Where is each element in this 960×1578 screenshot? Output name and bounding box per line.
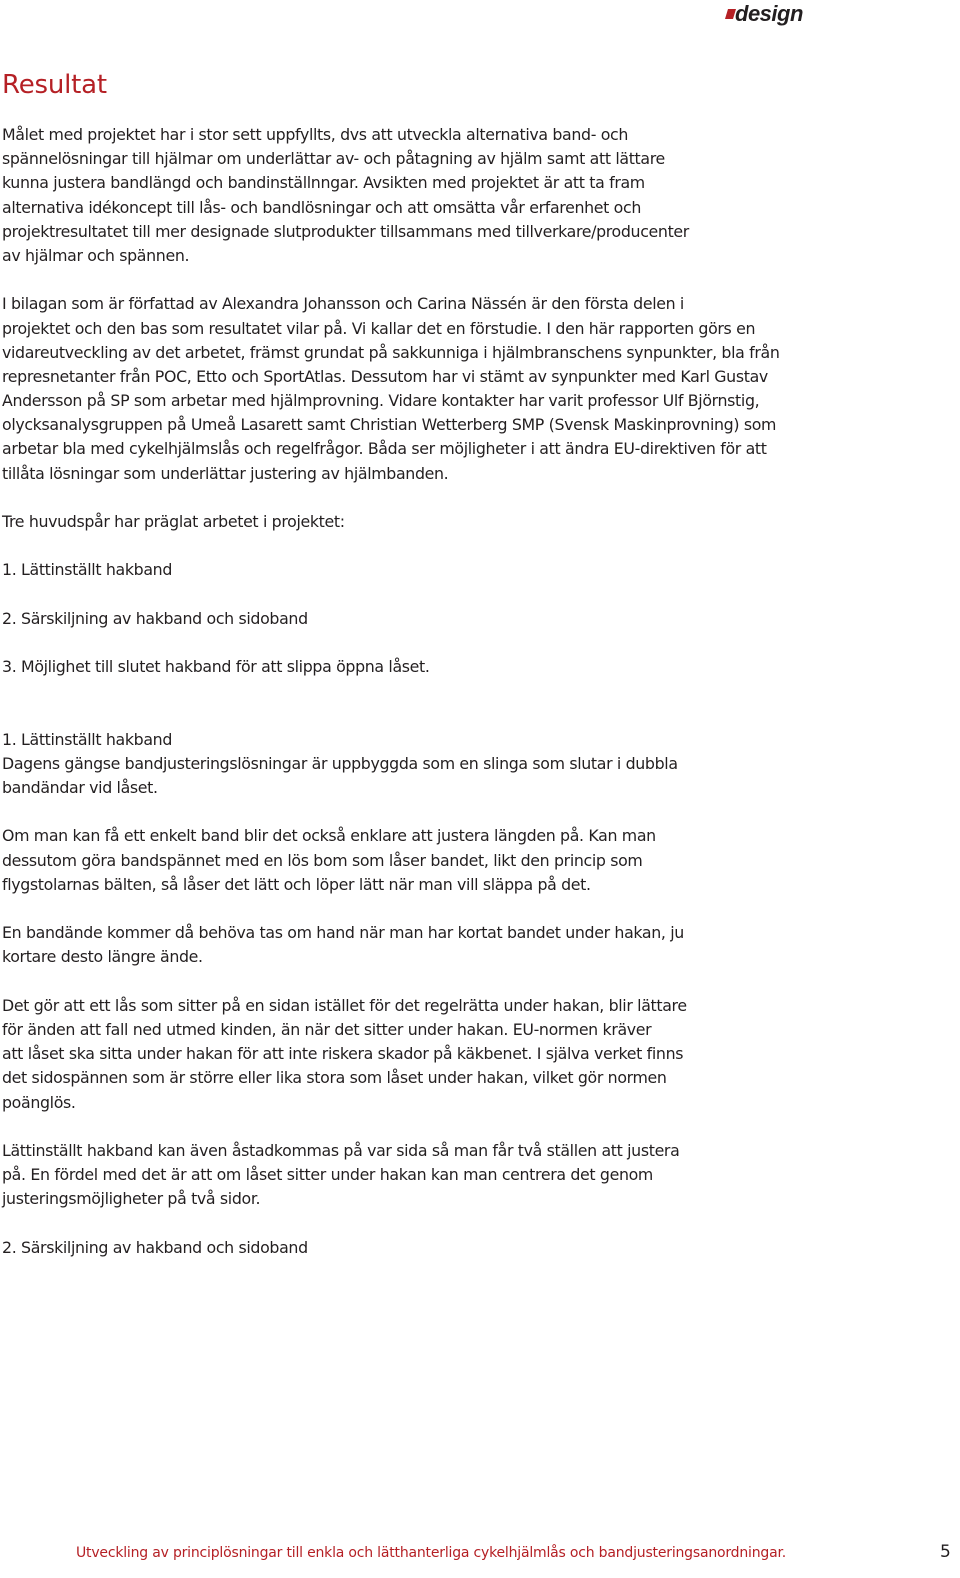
text-line: justeringsmöjligheter på två sidor. xyxy=(2,1189,261,1209)
list-item xyxy=(2,607,902,631)
list-item xyxy=(2,655,902,679)
text-line: 2. Särskiljning av hakband och sidoband xyxy=(2,608,308,628)
text-line: tillåta lösningar som underlättar justering av hjälmbanden. xyxy=(2,463,449,483)
text-line: Om man kan få ett enkelt band blir det också enklare att justera längden på. Kan man xyxy=(2,826,656,846)
text-line: En bandände kommer då behöva tas om hand när man har kortat bandet under hakan, ju xyxy=(2,923,684,943)
text-line: det sidospännen som är större eller lika stora som låset under hakan, vilket gör normen xyxy=(2,1068,667,1088)
paragraph-intro xyxy=(2,123,902,268)
paragraph-tracks-intro xyxy=(2,510,902,534)
text-line: dessutom göra bandspännet med en lös bom som låser bandet, likt den princip som xyxy=(2,850,643,870)
text-line: projektet och den bas som resultatet vilar på. Vi kallar det en förstudie. I den här rapporten görs en xyxy=(2,318,756,338)
section-2-title xyxy=(2,1236,902,1260)
text-line: Andersson på SP som arbetar med hjälmprovning. Vidare kontakter har varit professor Ulf Björnstig, xyxy=(2,391,760,411)
text-line: för änden att fall ned utmed kinden, än när det sitter under hakan. EU-normen kräver xyxy=(2,1019,652,1039)
text-line: flygstolarnas bälten, så låser det lätt och löper lätt när man vill släppa på det. xyxy=(2,874,591,894)
svg-text:design: design xyxy=(735,1,803,26)
text-line: 3. Möjlighet till slutet hakband för att slippa öppna låset. xyxy=(2,657,430,677)
text-line: Tre huvudspår har präglat arbetet i projektet: xyxy=(2,512,345,531)
text-line: Dagens gängse bandjusteringslösningar är uppbyggda som en slinga som slutar i dubbla xyxy=(2,753,678,773)
text-line: olycksanalysgruppen på Umeå Lasarett samt Christian Wetterberg SMP (Svensk Maskinprovning) som xyxy=(2,415,777,435)
idesign-logo-mark xyxy=(720,0,860,30)
paragraph xyxy=(2,1139,902,1212)
document-body xyxy=(2,123,902,1260)
text-line: Målet med projektet har i stor sett uppfyllts, dvs att utveckla alternativa band- och xyxy=(2,125,629,144)
text-line: kunna justera bandlängd och bandinställnngar. Avsikten med projektet är att ta fram xyxy=(2,173,645,193)
text-line: på. En fördel med det är att om låset sitter under hakan kan man centrera det genom xyxy=(2,1165,653,1185)
section-1-intro xyxy=(2,728,902,801)
text-line: arbetar bla med cykelhjälmslås och regelfrågor. Båda ser möjligheter i att ändra EU-direktiven för att xyxy=(2,439,767,459)
text-line: I bilagan som är författad av Alexandra Johansson och Carina Nässén är den första delen i xyxy=(2,294,684,314)
text-line: spännelösningar till hjälmar om underlättar av- och påtagning av hjälm samt att lättare xyxy=(2,149,665,169)
text-line: projektresultatet till mer designade slutprodukter tillsammans med tillverkare/producenter xyxy=(2,221,689,241)
text-line: alternativa idékoncept till lås- och bandlösningar och att omsätta vår erfarenhet och xyxy=(2,197,641,217)
paragraph xyxy=(2,921,902,969)
text-line: represnetanter från POC, Etto och SportAtlas. Dessutom har vi stämt av synpunkter med Karl Gustav xyxy=(2,366,768,386)
paragraph xyxy=(2,994,902,1115)
page-heading: Resultat xyxy=(2,70,107,100)
paragraph-background xyxy=(2,292,902,486)
text-line: Lättinställt hakband kan även åstadkommas på var sida så man får två ställen att justera xyxy=(2,1140,680,1160)
text-line: av hjälmar och spännen. xyxy=(2,245,190,265)
text-line: 1. Lättinställt hakband xyxy=(2,560,172,580)
list-item xyxy=(2,558,902,582)
text-line: poänglös. xyxy=(2,1092,76,1112)
text-line: att låset ska sitta under hakan för att inte riskera skador på käkbenet. I själva verket finns xyxy=(2,1044,684,1064)
text-line: Det gör att ett lås som sitter på en sidan istället för det regelrätta under hakan, blir lättare xyxy=(2,995,687,1015)
text-line: vidareutveckling av det arbetet, främst grundat på sakkunniga i hjälmbranschens synpunkter, bla från xyxy=(2,342,780,362)
idesign-logo xyxy=(720,0,860,30)
text-line: kortare desto längre ände. xyxy=(2,947,203,967)
page-number: 5 xyxy=(940,1542,951,1562)
text-line: bandändar vid låset. xyxy=(2,778,158,798)
section-title: 1. Lättinställt hakband xyxy=(2,729,172,749)
section-title: 2. Särskiljning av hakband och sidoband xyxy=(2,1237,308,1257)
footer-title: Utveckling av principlösningar till enkla och lätthanterliga cykelhjälmlås och bandjusteringsanordningar. xyxy=(76,1545,786,1561)
paragraph xyxy=(2,824,902,897)
